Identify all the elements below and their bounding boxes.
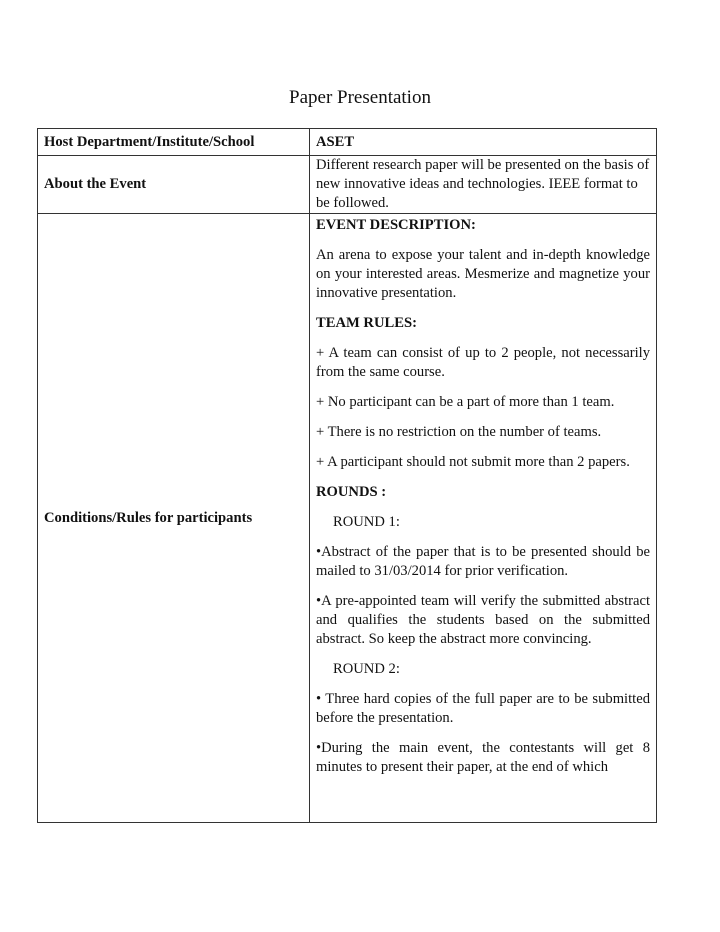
- team-rule: + A participant should not submit more than 2 papers.: [316, 454, 630, 470]
- team-rules-heading: TEAM RULES:: [316, 315, 417, 331]
- round-2-item: •During the main event, the contestants will get 8 minutes to present their paper, at the end of which: [316, 740, 650, 775]
- table-row: [38, 156, 657, 214]
- event-info-table: [37, 128, 657, 823]
- event-description-heading: EVENT DESCRIPTION:: [316, 217, 476, 233]
- team-rule: + No participant can be a part of more than 1 team.: [316, 394, 615, 410]
- round-1-item: •Abstract of the paper that is to be presented should be mailed to 31/03/2014 for prior verification.: [316, 544, 650, 579]
- round-1-item: •A pre-appointed team will verify the submitted abstract and qualifies the students based on the submitted abstract. So keep the abstract more convincing.: [316, 593, 650, 647]
- row-label-conditions: Conditions/Rules for participants: [38, 214, 310, 823]
- table-row: [38, 214, 657, 823]
- row-label-about: About the Event: [38, 156, 310, 214]
- rounds-heading: ROUNDS :: [316, 484, 387, 500]
- round-2-title: ROUND 2:: [333, 661, 400, 677]
- row-value-conditions: [310, 214, 657, 823]
- row-label-host: Host Department/Institute/School: [38, 129, 310, 156]
- team-rule: + A team can consist of up to 2 people, not necessarily from the same course.: [316, 345, 650, 380]
- row-value-host: ASET: [310, 129, 657, 156]
- event-description-text: An arena to expose your talent and in-depth knowledge on your interested areas. Mesmerize and magnetize your innovative presentation.: [316, 247, 650, 301]
- row-value-about: Different research paper will be presented on the basis of new innovative ideas and technologies. IEEE format to be followed.: [310, 156, 657, 214]
- table-row: [38, 129, 657, 156]
- round-2-item: • Three hard copies of the full paper are to be submitted before the presentation.: [316, 691, 650, 726]
- round-1-title: ROUND 1:: [333, 514, 400, 530]
- team-rule: + There is no restriction on the number of teams.: [316, 424, 602, 440]
- page-title: Paper Presentation: [289, 87, 431, 108]
- rules-content: [316, 214, 650, 822]
